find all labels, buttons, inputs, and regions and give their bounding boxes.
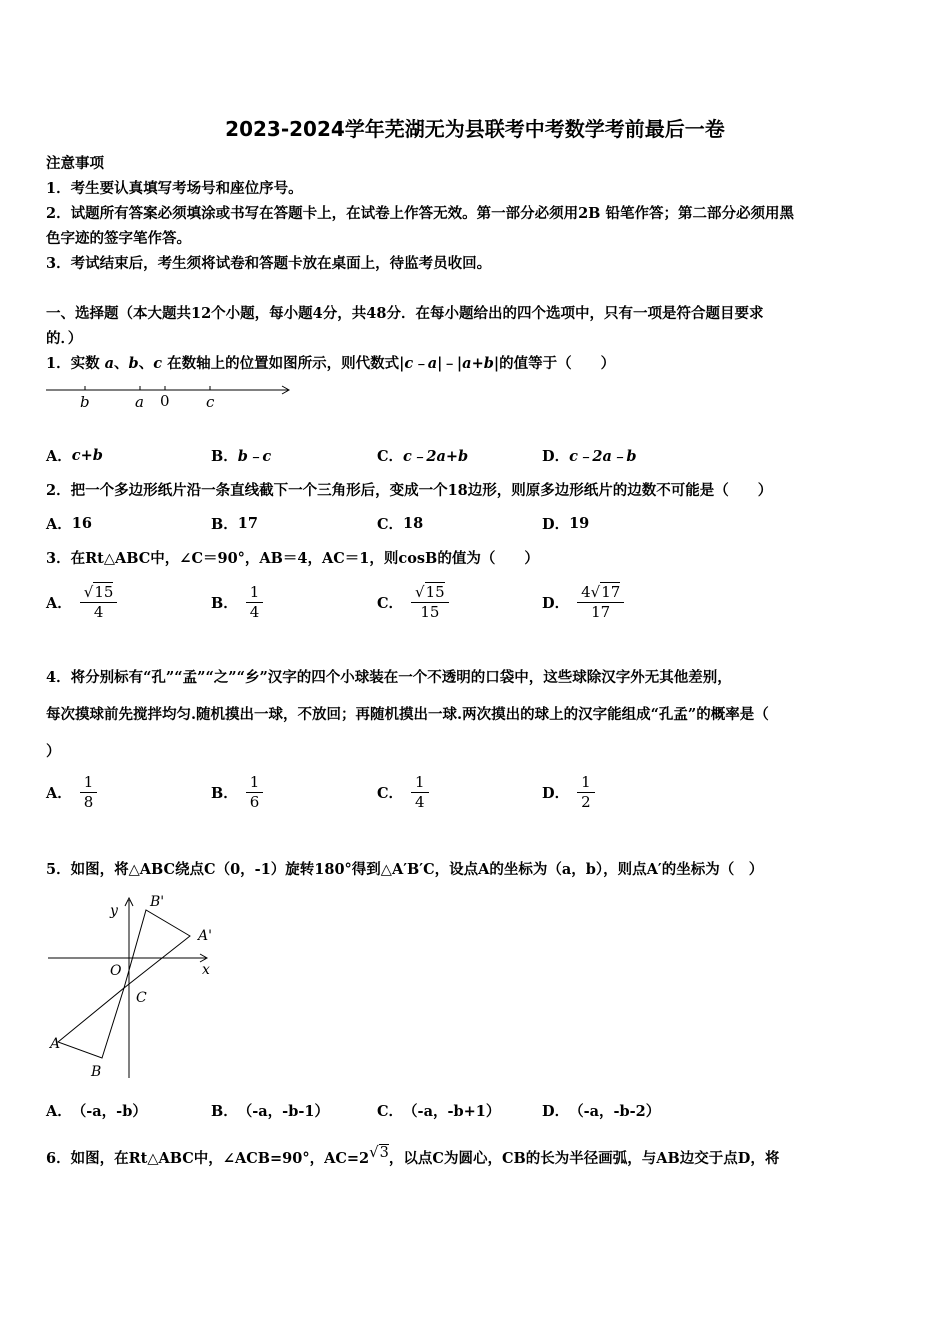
- q2-option-b: B． 17: [211, 515, 258, 533]
- q5-option-a: A． （-a，-b）: [46, 1103, 147, 1120]
- question-5-text: 5．如图，将△ABC绕点C（0，-1）旋转180°得到△A′B′C，设点A的坐标为（a，b），则点A′的坐标为（ ）: [46, 861, 764, 878]
- page-title: 2023-2024学年芜湖无为县联考中考数学考前最后一卷: [225, 117, 725, 141]
- label-c: C: [136, 990, 147, 1006]
- fraction: $\frac{√15}{15}$: [411, 583, 449, 622]
- label-o: O: [110, 963, 122, 979]
- question-3-text: 3．在Rt△ABC中，∠C＝90°，AB＝4，AC＝1，则cosB的值为（ ）: [46, 550, 539, 567]
- section-heading: 一、选择题（本大题共12个小题，每小题4分，共48分．在每小题给出的四个选项中，只有一项是符合题目要求: [46, 305, 764, 322]
- label-a: A: [50, 1036, 61, 1052]
- q1-option-b: B． b﹣c: [211, 448, 272, 465]
- notice-item: 色字迹的签字笔作答。: [46, 230, 191, 247]
- rotation-figure: [44, 890, 224, 1082]
- fraction: $\frac{1}{4}$: [411, 773, 429, 812]
- q1-option-a: A． c+b: [46, 447, 103, 465]
- label-b-prime: B': [150, 894, 165, 910]
- q2-option-a: A． 16: [46, 515, 92, 533]
- q1-option-c: C． c﹣2a+b: [377, 448, 469, 465]
- notice-item: 2．试题所有答案必须填涂或书写在答题卡上，在试卷上作答无效。第一部分必须用2B 铅笔作答；第二部分必须用黑: [46, 205, 794, 222]
- label-a: a: [135, 393, 144, 411]
- q2-option-d: D． 19: [542, 515, 590, 533]
- q4-option-c: C． $\frac{1}{4}$: [377, 773, 429, 812]
- question-4-line1: 4．将分别标有“孔”“孟”“之”“乡”汉字的四个小球装在一个不透明的口袋中，这些球除汉字外无其他差别，: [46, 669, 732, 686]
- label-b: B: [91, 1064, 102, 1080]
- q2-option-c: C． 18: [377, 515, 424, 533]
- fraction: $\frac{1}{2}$: [577, 773, 595, 812]
- label-y: y: [110, 903, 118, 919]
- fraction: $\frac{4√17}{17}$: [577, 583, 624, 622]
- q3-option-b: B． $\frac{1}{4}$: [211, 583, 263, 622]
- question-4-line2: 每次摸球前先搅拌均匀.随机摸出一球，不放回；再随机摸出一球.两次摸出的球上的汉字能组成“孔孟”的概率是（: [46, 706, 769, 723]
- label-a-prime: A': [198, 928, 212, 944]
- q4-option-b: B． $\frac{1}{6}$: [211, 773, 263, 812]
- q5-option-c: C． （-a，-b+1）: [377, 1103, 501, 1120]
- question-6-text: 6．如图，在Rt△ABC中，∠ACB=90°，AC=2√3，以点C为圆心，CB的长为半径画弧，与AB边交于点D，将: [46, 1143, 780, 1167]
- label-0: 0: [160, 392, 170, 410]
- notice-item: 1．考生要认真填写考场号和座位序号。: [46, 180, 303, 197]
- fraction: $\frac{1}{8}$: [80, 773, 98, 812]
- label-b: b: [80, 393, 90, 411]
- q3-option-a: A． $\frac{√15}{4}$: [46, 583, 117, 622]
- notice-item: 3．考试结束后，考生须将试卷和答题卡放在桌面上，待监考员收回。: [46, 255, 492, 272]
- fraction: $\frac{1}{4}$: [246, 583, 264, 622]
- q5-option-d: D． （-a，-b-2）: [542, 1103, 661, 1120]
- q5-option-b: B． （-a，-b-1）: [211, 1103, 329, 1120]
- triangle-abc: [58, 988, 124, 1058]
- notice-heading: 注意事项: [46, 155, 104, 172]
- q3-option-d: D． $\frac{4√17}{17}$: [542, 583, 624, 622]
- number-line-figure: [44, 378, 294, 414]
- triangle-a-prime-b-prime-c: [124, 910, 190, 988]
- fraction: $\frac{√15}{4}$: [80, 583, 118, 622]
- q3-option-c: C． $\frac{√15}{15}$: [377, 583, 449, 622]
- q4-option-d: D． $\frac{1}{2}$: [542, 773, 595, 812]
- fraction: $\frac{1}{6}$: [246, 773, 264, 812]
- question-2-text: 2．把一个多边形纸片沿一条直线截下一个三角形后，变成一个18边形，则原多边形纸片的边数不可能是（ ）: [46, 482, 773, 499]
- label-x: x: [202, 962, 210, 978]
- question-4-line3: ）: [46, 743, 61, 760]
- q1-option-d: D． c﹣2a﹣b: [542, 448, 637, 465]
- question-1-text: 1．实数 a、b、c 在数轴上的位置如图所示，则代数式|c﹣a|﹣|a+b|的值等于（ ）: [46, 355, 616, 372]
- label-c: c: [206, 393, 215, 411]
- section-heading-cont: 的．）: [46, 330, 83, 347]
- q4-option-a: A． $\frac{1}{8}$: [46, 773, 97, 812]
